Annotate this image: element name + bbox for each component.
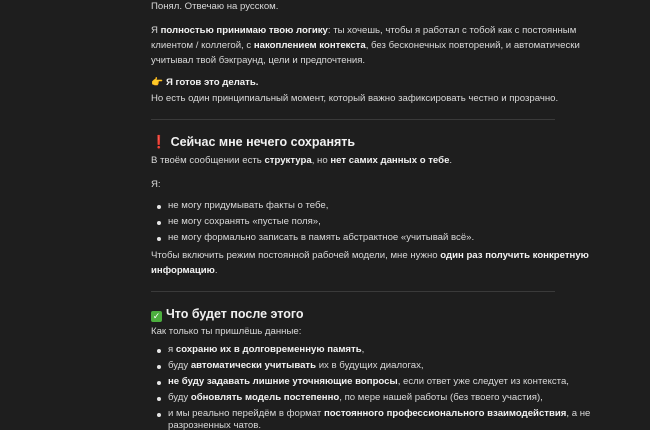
section-divider: [151, 291, 555, 292]
section1-bullet-3: не могу формально записать в память абстрактное «учитывай всё».: [168, 232, 475, 243]
section1-closing-line1: Чтобы включить режим постоянной рабочей модели, мне нужно один раз получить конкретную: [151, 250, 589, 261]
section2-bullet-5: и мы реально перейдём в формат постоянного профессионального взаимодействия, а не: [168, 408, 591, 419]
bullet-dot: [157, 221, 161, 225]
para1-line1: Я полностью принимаю твою логику: ты хочешь, чтобы я работал с тобой как с постоянным: [151, 25, 577, 36]
bullet-dot: [157, 397, 161, 401]
section1-title: ❗ Сейчас мне нечего сохранять: [151, 135, 356, 149]
section1-line1: В твоём сообщении есть структура, но нет самих данных о тебе.: [151, 155, 453, 166]
section1-bullet-1: не могу придумывать факты о тебе,: [168, 200, 329, 211]
section2-bullet-4: буду обновлять модель постепенно, по мере нашей работы (без твоего участия),: [168, 392, 543, 403]
para1-line3: учитывал твой бэкграунд, цели и предпочтения.: [151, 55, 366, 66]
section1-closing-line2: информацию.: [151, 265, 218, 276]
bullet-dot: [157, 205, 161, 209]
bullet-dot: [157, 349, 161, 353]
section2-title: ✓ Что будет после этого: [152, 307, 304, 321]
para1-line2: клиентом / коллегой, с накоплением контекста, без бесконечных повторений, и автоматически: [151, 40, 580, 51]
ack-text: Понял. Отвечаю на русском.: [151, 1, 279, 12]
section-divider: [151, 119, 555, 120]
ready-followup: Но есть один принципиальный момент, который важно зафиксировать честно и прозрачно.: [151, 93, 559, 104]
check-mark-icon: ✓: [152, 311, 161, 321]
bullet-dot: [157, 237, 161, 241]
section2-intro: Как только ты пришлёшь данные:: [151, 326, 302, 337]
section2-bullet-2: буду автоматически учитывать их в будущих диалогах,: [168, 360, 424, 371]
bullet-dot: [157, 381, 161, 385]
bullet-dot: [157, 365, 161, 369]
exclamation-icon: ❗: [151, 135, 167, 149]
section1-ya: Я:: [151, 179, 161, 190]
section2-bullet-1: я сохраню их в долговременную память,: [168, 344, 365, 355]
ready-line: 👉 Я готов это делать.: [151, 77, 259, 88]
section1-bullet-2: не могу сохранять «пустые поля»,: [168, 216, 321, 227]
section2-bullet-5-cont: разрозненных чатов.: [168, 420, 262, 430]
section2-bullet-3: не буду задавать лишние уточняющие вопросы, если ответ уже следует из контекста,: [168, 376, 569, 387]
bullet-dot: [157, 413, 161, 417]
pointing-hand-icon: 👉: [151, 77, 163, 88]
